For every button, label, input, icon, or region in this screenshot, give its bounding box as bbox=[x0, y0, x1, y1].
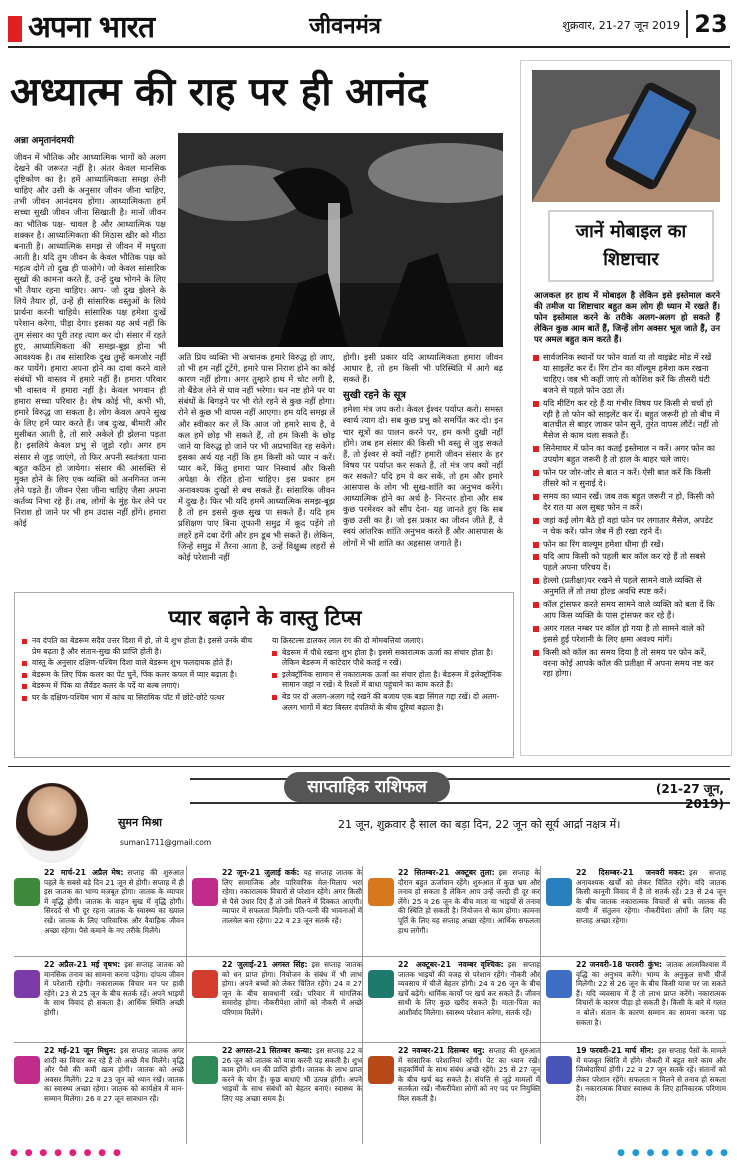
zodiac-sign-icon bbox=[14, 970, 40, 998]
horoscope-sign-card bbox=[368, 868, 540, 956]
horoscope-sign-range: 22 मई-21 जून bbox=[44, 1046, 94, 1055]
horoscope-intro: 21 जून, शुक्रवार है साल का बड़ा दिन, 22 जून को सूर्य आर्द्रा नक्षत्र में। bbox=[338, 818, 621, 831]
horoscope-sign-range: 22 जुलाई-21 अगस्त bbox=[222, 960, 290, 969]
horoscope-sign-card bbox=[546, 868, 726, 956]
sidebar-intro: आजकल हर हाथ में मोबाइल है लेकिन इसे इस्तेमाल करने की तमीज या शिष्टाचार बहुत कम लोग ही ध्यान में रखते हैं। फोन इस्तेमाल करने के तरीके अलग-अलग हो सकते हैं लेकिन कुछ आम बातें हैं, जिन्हें लोग अक्सर भूल जाते हैं, उन पर अमल बहुत कम करते हैं। bbox=[534, 290, 720, 344]
author-email: suman1711@gmail.com bbox=[120, 838, 212, 847]
article-column-3 bbox=[343, 352, 503, 584]
horoscope-sign-name: कुंभ: bbox=[647, 960, 663, 969]
horoscope-sign-body: इस सप्ताह अनावश्यक खर्चों को लेकर चिंतित रहेंगे। यदि जातक किसी कानूनी विवाद में है तो सतर्क रहें। 23 से 24 जून के बीच जातक नकारात्मक विचारों से बचें। जातक की वाणी में संतुलन रहेगा। नौकरीपेशा लोगों के लिए यह सप्ताह अच्छा रहेगा। bbox=[576, 868, 726, 925]
horoscope-sign-name: वृश्चिक: bbox=[480, 960, 504, 969]
list-item: नव दंपति का बेडरूम सदैव उत्तर दिशा में हो, तो ये शुभ होता है। इससे उनके बीच प्रेम बढ़ता है और संतान-सुख की प्राप्ति होती है। bbox=[22, 636, 262, 657]
article-column-1: जीवन में भौतिक और आध्यात्मिक भागों को अलग देखने की जरूरत नहीं है। अंतर केवल मानसिक दृष्टिकोण का है। हमें आध्यात्मिकता समझ लेनी चाहिए और उसी के अनुसार जीवन जीना चाहिए, तभी जीवन आनंदमय होगा। आध्यात्मिकता हमें सच्चा सुखी जीवन जीना सिखाती है। मानों जीवन का भौतिक पक्ष- चावल है और आध्यात्मिक पक्ष शक्कर है। आध्यात्मिकता की मिठास खीर को मीठा बनाती है। आध्यात्मिक समझ से जीवन में मधुरता आती है। यदि तुम जीवन के केवल भौतिक पक्ष को महत्व दोगे तो दुख ही पाओगे। जो केवल सांसारिक सुखों की कामना करते हैं, उन्हें दुख भोगने के लिए भी तैयार रहना चाहिए। आप- जो दुख झेलने के लिये तैयार हों, उन्हें ही सांसारिक वस्तुओं के लिये प्रार्थना करनी चाहिये। सांसारिक पक्ष हमेशा दुःखें परेशान करेगा, पीड़ा देगा। इसका यह अर्थ नहीं कि तुम संसार का पूरी तरह त्याग कर दो। संसार में रहते हुए, आध्यात्मिकता की समझ-बूझ होना भी आवश्यक है। तब सांसारिक दुख तुम्हें कमजोर नहीं कर पायेंगे। हमारा अपना होने का दावा करने वाले संबंधों भी वास्तव में हमारे नहीं हैं। हमारा परिवार भी वास्तव में हमारा नहीं है। केवल भगवान ही हमारा सच्चा परिवार है। शेष कोई भी, कभी भी, हमारे विरुद्ध जा सकता है। लोग केवल अपने सुख के लिए हमें प्यार करते हैं। जब दुःख, बीमारी और मुसीबत आती है, तो सारे अकेले ही झेलना पड़ता है। इसलिये केवल प्रभु से जुड़ो रहो। अगर हम संसार से जुड़ जाएंगे, तो फिर अपनी स्वतंत्रता पाना बहुत कठिन हो जायेगा। संसार की आसक्ति से मुक्त होने के लिए एक व्यक्ति को अनगिनत जन्म लेने पड़ते हैं। जीवन ऐसा जीना चाहिए जैसा अपना कर्तव्य निभा रहे हैं। तब, लोगों के मुंह फेर लेने पर निराश हो जाने पर भी हम उदास नहीं होंगे। हमारा कोई bbox=[14, 152, 166, 529]
tips-continuation: या क्रिस्टल्स डालकर लाल रंग की दो मोमबत्तियां जलाएं। bbox=[272, 636, 424, 645]
zodiac-sign-icon bbox=[546, 878, 572, 906]
list-item: वास्तु के अनुसार दक्षिण-पश्चिम दिशा वाले बेडरूम शुभ फलदायक होते हैं। bbox=[22, 658, 262, 669]
horoscope-sign-card bbox=[546, 1046, 726, 1144]
sidebar-title-line-1: जानें मोबाइल का bbox=[575, 221, 687, 242]
horoscope-sign-card bbox=[368, 1046, 540, 1144]
horoscope-sign-range: 19 फरवरी-21 मार्च bbox=[576, 1046, 637, 1055]
list-item: सार्वजनिक स्थानों पर फोन वार्ता या तो वाइब्रेट मोड में रखें या साइलेंट कर दें। रिंग टोन का वॉल्यूम हमेशा कम रखना चाहिए। जब भी कहीं जाएं तो कोशिश करें कि तीसरी घंटी बजने से पहले फोन उठा लें। bbox=[532, 352, 720, 396]
horoscope-sign-card bbox=[546, 960, 726, 1044]
column-3-lead: होगी। इसी प्रकार यदि आध्यात्मिकता हमारा जीवन आधार है, तो हम किसी भी परिस्थिति में आगे बढ़ सकते हैं। bbox=[343, 352, 503, 385]
horoscope-sign-text bbox=[576, 868, 726, 926]
list-item: बेडरूम में पिंक या लैवेंडर कलर के पर्दे या बल्ब लगाएं। bbox=[22, 681, 262, 692]
horoscope-sign-text bbox=[44, 960, 184, 1018]
grid-divider bbox=[540, 866, 541, 1144]
horoscope-sign-body: सप्ताह की शुरुआत में सांसारिक परेशानियां रहेंगी। पेट का ध्यान रखें। सहकर्मियों के साथ संबंध अच्छे रहेंगे। 25 से 27 जून के बीच खर्च बढ़ सकते हैं। संपत्ति से जुड़े मामलों में सतर्कता रखें। नौकरीपेशा लोगों को नए पद पर नियुक्ति मिल सकती है। bbox=[398, 1046, 540, 1103]
issue-date: शुक्रवार, 21-27 जून 2019 bbox=[562, 19, 680, 32]
horoscope-sign-body: सप्ताह की शुरुआत पहले के सबसे बड़े दिन 21 जून से होगी। सप्ताह में ही इस जातक का भाग्य मजबूत होगा। जातक के व्यापार में वृद्धि होगी। जातक के वाहन सुख में वृद्धि होगी। सिरदर्द से भी दूर रहना जातक के स्वास्थ्य का ख्याल रखें। जातक के लिए पारिवारिक और वैवाहिक जीवन अच्छा रहेगा। पैसे कमाने के नए तरीके मिलेंगे। bbox=[44, 868, 184, 935]
zodiac-sign-icon bbox=[14, 1056, 40, 1084]
list-item: घर के दक्षिण-पश्चिम भाग में कांच या सिरामिक पॉट में छोटे-छोटे पत्थर bbox=[22, 693, 262, 704]
horoscope-sign-body: यह सप्ताह जातक के लिए सामाजिक और पारिवारिक मेल-मिलाप भरा रहेगा। नकारात्मक विचारों से परेशान रहेंगे। अगर किसी से पैसे उधार दिए हैं तो उसे मिलने में दिक्कत आएगी। व्यापार में सफलता मिलेगी। पति-पत्नी की भावनाओं में तालमेल बना रहेगा। 22 व 23 जून सतर्क रहें। bbox=[222, 868, 362, 925]
horoscope-sign-text bbox=[222, 1046, 362, 1104]
horoscope-sign-body: इस सप्ताह जातक को मानसिक तनाव का सामना करना पड़ेगा। दांपत्य जीवन में परेशानी रहेगी। नकारात्मक विचार मन पर हावी रहेंगे। 23 से 25 जून के बीच सतर्क रहें। अपने भाइयों के साथ विवाद हो सकता है। आर्थिक स्थिति अच्छी होगी। bbox=[44, 960, 184, 1017]
header-rule bbox=[8, 46, 730, 48]
grid-divider bbox=[14, 956, 726, 957]
horoscope-sign-text bbox=[222, 960, 362, 1018]
horoscope-sign-text bbox=[44, 868, 184, 935]
horoscope-label: साप्ताहिक राशिफल bbox=[284, 772, 450, 802]
list-item: बेडरूम के लिए पिंक कलर का पेंट चुनें, पिंक कलर कपल में प्यार बढ़ाता है। bbox=[22, 670, 262, 681]
zodiac-sign-icon bbox=[192, 1056, 218, 1084]
list-item: बेड पर दो अलग-अलग गद्दे रखने की बजाय एक बड़ा सिंगल गद्दा रखें। दो अलग-अलग भागों में बंटा बिस्तर दंपतियों के बीच दूरियां बढ़ाता है। bbox=[272, 692, 508, 713]
horoscope-sign-name: मकर: bbox=[668, 868, 686, 877]
list-item: अगर गलत नम्बर पर कॉल हो गया है तो सामने वाले को इससे हुई परेशानी के लिए क्षमा अवश्य मांगें। bbox=[532, 623, 720, 645]
horoscope-sign-card bbox=[14, 868, 184, 956]
horoscope-sign-range: 22 अप्रैल-21 मई bbox=[44, 960, 100, 969]
list-item: फोन का रिंग वाल्यूम हमेशा धीमा ही रखें। bbox=[532, 539, 720, 550]
horoscope-sign-card bbox=[192, 868, 362, 956]
zodiac-sign-icon bbox=[192, 878, 218, 906]
horoscope-sign-text bbox=[222, 868, 362, 926]
horoscope-sign-range: 22 जनवरी-18 फरवरी bbox=[576, 960, 644, 969]
horoscope-sign-name: कन्या: bbox=[294, 1046, 313, 1055]
sidebar-list bbox=[532, 352, 720, 681]
tips-right-list bbox=[272, 648, 508, 714]
horoscope-sign-name: तुला: bbox=[480, 868, 495, 877]
zodiac-sign-icon bbox=[368, 878, 394, 906]
horoscope-sign-card bbox=[14, 960, 184, 1044]
horoscope-sign-card bbox=[192, 1046, 362, 1144]
horoscope-sign-name: वृषभ: bbox=[103, 960, 121, 969]
sidebar-title bbox=[548, 210, 714, 282]
logo-red-block bbox=[8, 16, 22, 42]
logo-text: अपना भारत bbox=[28, 10, 155, 45]
zodiac-sign-icon bbox=[192, 970, 218, 998]
horoscope-sign-text bbox=[44, 1046, 184, 1104]
horoscope-sign-body: इस सप्ताह 22 व 26 जून को जातक को यात्रा करनी पड़ सकती है। शुभ काम होंगे। धन की प्राप्ति होगी। जातक के लाभ प्राप्त करने के योग हैं। कुछ बाधाएं भी उत्पन्न होंगी। अपने भाइयों के साथ संबंधों को बेहतर बनाएं। स्वास्थ्य के लिए यह अच्छा समय है। bbox=[222, 1046, 362, 1103]
horoscope-sign-body: इस सप्ताह जातक भाइयों की वजह से परेशान रहेंगे। नौकरी और व्यवसाय में चीजें बेहतर होंगी। 24 व 26 जून के बीच खर्चे बढ़ेंगे। धार्मिक कार्यों पर खर्च कर सकते हैं। जीवन साथी के लिए कुछ खरीद सकते हैं। माता-पिता का आशीर्वाद मिलेगा। स्वास्थ्य परेशान करेगा, सतर्क रहें। bbox=[398, 960, 540, 1017]
horoscope-sign-range: 22 अगस्त-21 सितम्बर bbox=[222, 1046, 291, 1055]
section-divider bbox=[8, 766, 730, 767]
horoscope-sign-name: सिंह: bbox=[293, 960, 308, 969]
horoscope-sign-name: मीन: bbox=[640, 1046, 654, 1055]
horoscope-sign-range: 22 नवम्बर-21 दिसम्बर bbox=[398, 1046, 469, 1055]
article-byline: अन्ना अमृतानंदमयी bbox=[14, 136, 74, 146]
horoscope-sign-range: 22 सितम्बर-21 अक्टूबर bbox=[398, 868, 477, 877]
sidebar-title-line-2: शिष्टाचार bbox=[603, 249, 659, 270]
list-item: हेल्लो (प्रतीक्षा)पर रखने से पहले सामने वाले व्यक्ति से अनुमति लें तो तथा होल्ड अवधि स्पष्ट करें। bbox=[532, 575, 720, 597]
zodiac-sign-icon bbox=[546, 1056, 572, 1084]
article-photo bbox=[178, 133, 503, 347]
author-name: सुमन मिश्रा bbox=[118, 816, 163, 829]
article-column-2: अति प्रिय व्यक्ति भी अचानक हमारे विरुद्ध हो जाए, तो भी हम नहीं टूटेंगे, हमारे पास निराश होने का कोई कारण नहीं होगा। अगर तुम्हारे हाथ में चोट लगी है, तो बैंडेज लेने से घाव नहीं भरेगा। धन नष्ट होने पर या संबंधों के बिगड़ने पर भी रोते रहने से कुछ नहीं होगा। रोने से कुछ भी वापस नहीं आएगा। हम यदि समझ लें और स्वीकार कर लें कि आज जो हमारे साथ है, वे कल हमें छोड़ भी सकते हैं, तो हम किसी के छोड़ जाने या विरुद्ध हो जाने पर भी अप्रभावित रह सकेंगे। इसका अर्थ यह नहीं कि हम किसी को प्यार न करें। प्यार करें, किंतु हमारा प्यार निस्वार्थ और किसी अपेक्षा के रहित होना चाहिए। इस प्रकार हम अनावश्यक दुःखों से बच सकते हैं। सांसारिक जीवन में दुख है। फिर भी यदि हममें आध्यात्मिक समझ-बूझ है तो हम इससे कुछ सुख पा सकते हैं। यदि हम प्रशिक्षण पाए बिना तूफानी समुद्र में कूद पड़ेंगे तो लहरें हमें दबा देंगी और हम डूब भी सकते हैं। लेकिन, जिन्हें समुद्र में तैरना आता है, उन्हें विक्षुब्ध लहरों से कोई परेशानी नहीं bbox=[178, 352, 335, 562]
horoscope-sign-text bbox=[398, 960, 540, 1018]
list-item: बेडरूम में पौधे रखना शुभ होता है। इससे सकारात्मक ऊर्जा का संचार होता है। लेकिन बेडरूम में कांटेदार पौधे कतई न रखें। bbox=[272, 648, 508, 669]
tips-left-column bbox=[22, 636, 262, 705]
horoscope-sign-card bbox=[192, 960, 362, 1044]
horoscope-sign-text bbox=[576, 960, 726, 1027]
horoscope-sign-text bbox=[576, 1046, 726, 1104]
horoscope-sign-card bbox=[368, 960, 540, 1044]
grid-divider bbox=[186, 866, 187, 1144]
horoscope-sign-body: इस सप्ताह जातक अगर शादी का विचार कर रहे हैं तो अच्छे मैच मिलेंगे। वृद्धि और पैसे की कमी खत्म होगी। जातक को अच्छे अवसर मिलेंगे। 22 व 23 जून को ध्यान रखें। जातक का स्वास्थ्य अच्छा रहेगा। जातक को कार्यक्षेत्र में मान-सम्मान मिलेगा। 26 व 27 जून सावधान रहें। bbox=[44, 1046, 184, 1103]
article-headline: अध्यात्म की राह पर ही आनंद bbox=[10, 69, 428, 115]
masthead-logo bbox=[8, 10, 173, 44]
horoscope-sign-name: धनु: bbox=[472, 1046, 485, 1055]
horoscope-sign-range: 22 दिसम्बर-21 जनवरी bbox=[576, 868, 665, 877]
grid-divider bbox=[362, 866, 363, 1144]
horoscope-sign-body: इस सप्ताह पैसों के मामले में मजबूत स्थिति में होंगे। नौकरी में बहुत सारे काम और जिम्मेदारियां होंगी। 22 व 27 जून सतर्क रहें। संतानों को लेकर परेशान रहेंगे। सफलता न मिलने से तनाव हो सकता है। नकारात्मक विचार स्वास्थ्य के लिए हानिकारक परिणाम देंगे। bbox=[576, 1046, 726, 1103]
list-item: जहां कई लोग बैठे हों वहां फोन पर लगातार मैसेज, अपडेट न चेक करें। फोन जेब में ही रखा रहने दें। bbox=[532, 515, 720, 537]
page-number: 23 bbox=[686, 10, 734, 38]
footer-color-dots bbox=[10, 1148, 730, 1158]
zodiac-sign-icon bbox=[368, 970, 394, 998]
horoscope-sign-body: इस सप्ताह के दौरान बहुत ऊर्जावान रहेंगे। शुरुआत में कुछ भ्रम और तनाव हो सकता है लेकिन आप उन्हें जल्दी ही दूर कर लेंगे। 25 व 26 जून के बीच माता या भाइयों से तनाव की स्थिति हो सकती है। नियोजन से काम होगा। कामना पूर्ति के लिए यह सप्ताह अच्छा रहेगा। आर्थिक सफलता हाथ लगेगी। bbox=[398, 868, 540, 935]
list-item: समय का ध्यान रखें। जब तक बहुत जरूरी न हो, किसी को देर रात या अल सुबह फोन न करें। bbox=[532, 491, 720, 513]
list-item: फोन पर जोर-जोर से बात न करें। ऐसी बात करें कि किसी तीसरे को न सुनाई दे। bbox=[532, 467, 720, 489]
zodiac-sign-icon bbox=[14, 878, 40, 906]
list-item: यदि मीटिंग कर रहे हैं या गंभीर विषय पर किसी से चर्चा हो रही है तो फोन को साइलेंट कर दें। बहुत जरूरी हो तो बीच में बातचीत से बाहर जाकर फोन सुनें, तुरंत वापस लौटें। नहीं तो मैसेज से काम चला सकते हैं। bbox=[532, 398, 720, 442]
list-item: यदि आप किसी को पहली बार कॉल कर रहे हैं तो सबसे पहले अपना परिचय दें। bbox=[532, 551, 720, 573]
horoscope-sign-body: इस सप्ताह जातक को धन प्राप्त होगा। नियोजन के संबंध में भी लाभ होगा। अपने बच्चों को लेकर चिंतित रहेंगे। 24 व 27 जून के बीच सावधानी रखें। परिवार में मांगलिक समारोह होगा। नौकरीपेशा लोगों को नौकरी में अच्छे परिणाम मिलेंगे। bbox=[222, 960, 362, 1017]
tips-right-column bbox=[272, 636, 508, 714]
grid-divider bbox=[14, 1042, 726, 1043]
horoscope-sign-range: 22 जून-21 जुलाई bbox=[222, 868, 281, 877]
horoscope-dates: (21-27 जून, 2019) bbox=[655, 782, 724, 811]
author-avatar bbox=[16, 783, 88, 863]
zodiac-sign-icon bbox=[546, 970, 572, 998]
footer-dots-left: ● ● ● ● ● ● ● ● bbox=[10, 1148, 123, 1158]
list-item: सिनेमाघर में फोन का कतई इस्तेमाल न करें। अगर फोन का उपयोग बहुत जरूरी है तो हाल के बाहर चले जाएं। bbox=[532, 443, 720, 465]
horoscope-sign-range: 22 अक्टूबर-21 नवम्बर bbox=[398, 960, 477, 969]
zodiac-sign-icon bbox=[368, 1056, 394, 1084]
article-subhead: सुखी रहने के सूत्र bbox=[343, 390, 406, 402]
horoscope-sign-name: कर्क: bbox=[284, 868, 300, 877]
horoscope-sign-range: 22 मार्च-21 अप्रैल bbox=[44, 868, 108, 877]
horoscope-sign-card bbox=[14, 1046, 184, 1144]
silhouette-offering-image bbox=[178, 133, 503, 347]
section-title: जीवनमंत्र bbox=[309, 14, 381, 39]
phone-photo bbox=[532, 70, 720, 202]
footer-dots-right: ● ● ● ● ● ● ● ● bbox=[617, 1148, 730, 1158]
list-item: किसी को कॉल का समय दिया है तो समय पर फोन करें, वरना कोई आपके कॉल की प्रतीक्षा में अपना समय नष्ट कर रहा होगा। bbox=[532, 647, 720, 680]
horoscope-sign-name: मेष: bbox=[111, 868, 124, 877]
list-item: इलेक्ट्रॉनिक सामान से नकारात्मक ऊर्जा का संचार होता है। बेडरूम में इलेक्ट्रॉनिक सामान जहां न रखें। ये रिश्तों में बाधा पहुंचाने का काम करते हैं। bbox=[272, 670, 508, 691]
hand-phone-image bbox=[532, 70, 720, 202]
column-3-body: हमेशा मंत्र जप करो। केवल ईश्वर पर्याप्त करो। समस्त स्वार्थ त्याग दो। सब कुछ प्रभु को समर्पित कर दो। इन चार सूत्रों का पालन करने पर, हम कभी दुखी नहीं होंगे। जब हम संसार की किसी भी वस्तु से जुड़ सकते हैं, तो ईश्वर से क्यों नहीं? हमारी जीवन संसार के हर विषय पर पर्याप्त कर सकते हैं, तो मंत्र जप क्यों नहीं कर सकते? यदि हम ये कर सकें, तो हम और हमारे आसपास के लोग भी सुख-शांति का अनुभव करेंगे। आध्यात्मिक होने का अर्थ है- निरन्तर होना और सब कुछ परमेश्वर को सौंप देना- यह जानते हुए कि सब कुछ उसी का है। जो इस प्रकार का जीवन जीते हैं, वे स्वयं आंतरिक शांति अनुभव करते हैं और आसपास के लोगों में भी शांति का अहसास जगाते हैं। bbox=[343, 404, 503, 548]
tips-left-list bbox=[22, 636, 262, 704]
horoscope-sign-name: मिथुन: bbox=[97, 1046, 117, 1055]
horoscope-sign-text bbox=[398, 868, 540, 935]
horoscope-sign-body: जातक आत्मविश्वास में वृद्धि का अनुभव करेंगे। भाग्य के अनुकूल सभी चीजें मिलेंगी। 22 से 26 जून के बीच किसी यात्रा पर जा सकते हैं। यदि व्यवसाय में हैं तो लाभ प्राप्त करेंगे। नकारात्मक विचारों के कारण पीड़ा हो सकती है। किसी के बारे में गलत न बोलें। संतान के कारण सम्मान का सामना करना पड़ सकता है। bbox=[576, 960, 726, 1027]
horoscope-sign-text bbox=[398, 1046, 540, 1104]
tips-title: प्यार बढ़ाने के वास्तु टिप्स bbox=[168, 606, 362, 630]
list-item: कॉल ट्रांसफर करते समय सामने वाले व्यक्ति को बता दें कि आप किस व्यक्ति के पास ट्रांसफर कर रहे हैं। bbox=[532, 599, 720, 621]
